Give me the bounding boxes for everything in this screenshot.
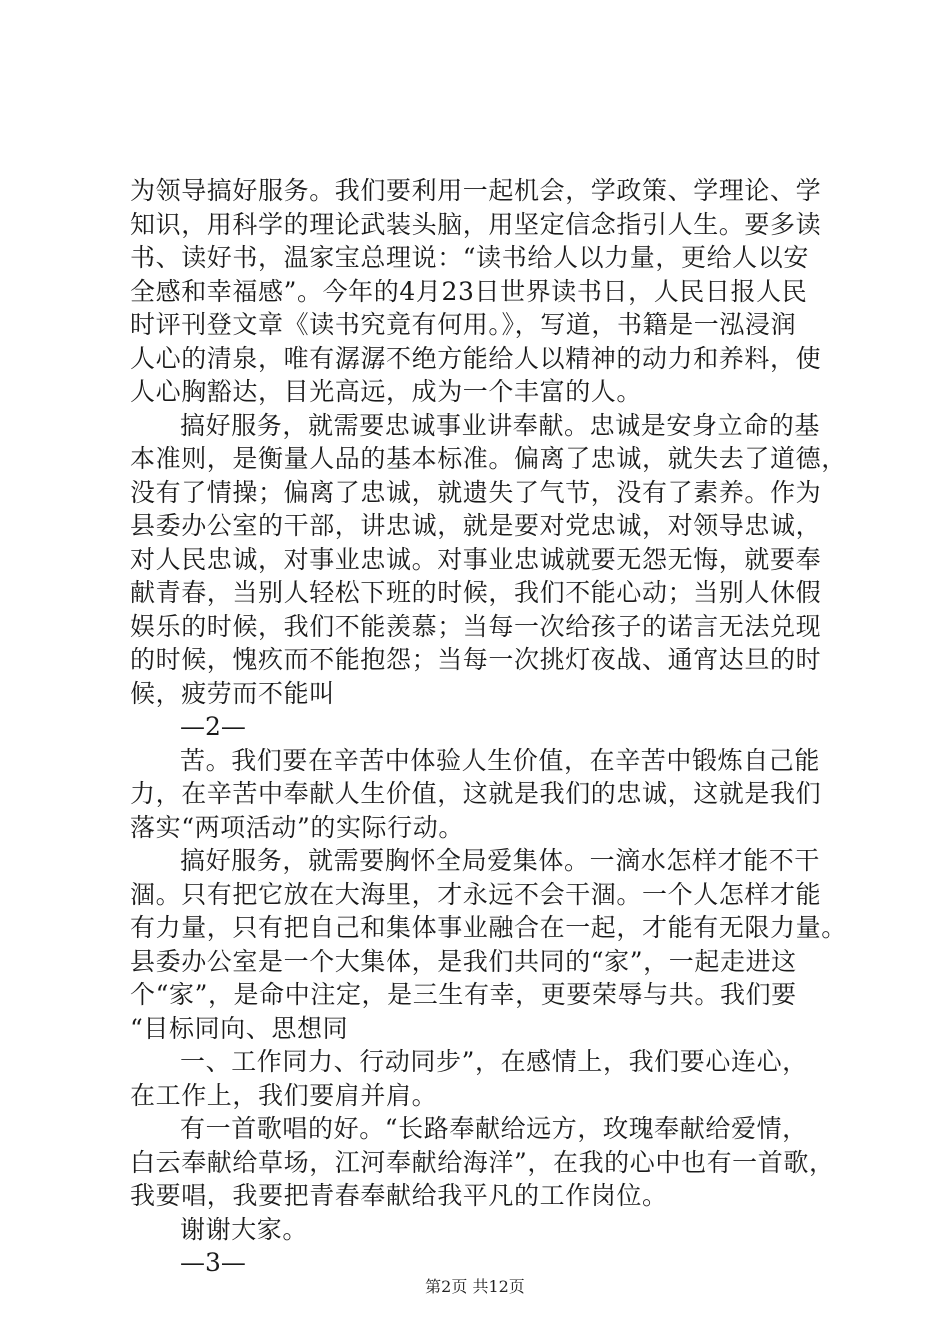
inline-page-number: —3— — [180, 1248, 246, 1277]
text-line: 献青春，当别人轻松下班的时候，我们不能心动；当别人休假 — [130, 578, 822, 607]
text-line: 白云奉献给草场，江河奉献给海洋”，在我的心中也有一首歌， — [130, 1147, 835, 1177]
paragraph-start-line: 一、工作同力、行动同步”，在感情上，我们要心连心， — [180, 1047, 808, 1076]
text-line: 县委办公室是一个大集体，是我们共同的“家”，一起走进这 — [130, 946, 797, 976]
text-line: “目标同向、思想同 — [130, 1013, 349, 1043]
text-line: 我要唱，我要把青春奉献给我平凡的工作岗位。 — [130, 1181, 668, 1210]
text-line: 在工作上，我们要肩并肩。 — [130, 1080, 438, 1110]
text-line: 时评刊登文章《读书究竟有何用。》，写道，书籍是一泓浸润 — [130, 310, 797, 339]
text-line: 有力量，只有把自己和集体事业融合在一起，才能有无限力量。 — [130, 913, 847, 942]
paragraph-start-line: 苦。我们要在辛苦中体验人生价值，在辛苦中锻炼自己能 — [180, 745, 821, 775]
text-line: 落实“两项活动”的实际行动。 — [130, 812, 464, 842]
text-line: 书、读好书，温家宝总理说：“读书给人以力量，更给人以安 — [130, 243, 809, 272]
paragraph-start-line: 搞好服务，就需要胸怀全局爱集体。一滴水怎样才能不干 — [180, 846, 821, 875]
text-line: 候，疲劳而不能叫 — [130, 678, 335, 708]
text-line: 人心胸豁达，目光高远，成为一个丰富的人。 — [130, 377, 643, 406]
document-body — [130, 174, 847, 1280]
text-line: 县委办公室的干部，讲忠诚，就是要对党忠诚，对领导忠诚， — [130, 511, 822, 540]
inline-page-number: —2— — [180, 712, 246, 741]
text-line: 本准则，是衡量人品的基本标准。偏离了忠诚，就失去了道德， — [130, 444, 847, 473]
text-line: 的时候，愧疚而不能抱怨；当每一次挑灯夜战、通宵达旦的时 — [130, 645, 822, 674]
text-line: 为领导搞好服务。我们要利用一起机会，学政策、学理论、学 — [130, 176, 822, 205]
text-line: 全感和幸福感”。今年的4月23日世界读书日，人民日报人民 — [130, 276, 808, 306]
paragraph-start-line: 有一首歌唱的好。“长路奉献给远方，玫瑰奉献给爱情， — [180, 1114, 808, 1143]
paragraph-start-line: 搞好服务，就需要忠诚事业讲奉献。忠诚是安身立命的基 — [180, 410, 821, 440]
text-line: 人心的清泉，唯有潺潺不绝方能给人以精神的动力和养料，使 — [130, 343, 822, 373]
text-line: 涸。只有把它放在大海里，才永远不会干涸。一个人怎样才能 — [130, 879, 822, 909]
text-line: 没有了情操；偏离了忠诚，就遗失了气节，没有了素养。作为 — [130, 477, 822, 507]
paragraph-start-line: 谢谢大家。 — [180, 1214, 309, 1244]
page-footer: 第2页 共12页 — [425, 1277, 525, 1296]
text-line: 个“家”，是命中注定，是三生有幸，更要荣辱与共。我们要 — [130, 980, 797, 1009]
text-line: 对人民忠诚，对事业忠诚。对事业忠诚就要无怨无悔，就要奉 — [130, 544, 822, 574]
text-line: 力，在辛苦中奉献人生价值，这就是我们的忠诚，这就是我们 — [130, 779, 822, 808]
text-line: 知识，用科学的理论武装头脑，用坚定信念指引人生。要多读 — [130, 209, 822, 239]
text-line: 娱乐的时候，我们不能羡慕；当每一次给孩子的诺言无法兑现 — [130, 611, 822, 641]
